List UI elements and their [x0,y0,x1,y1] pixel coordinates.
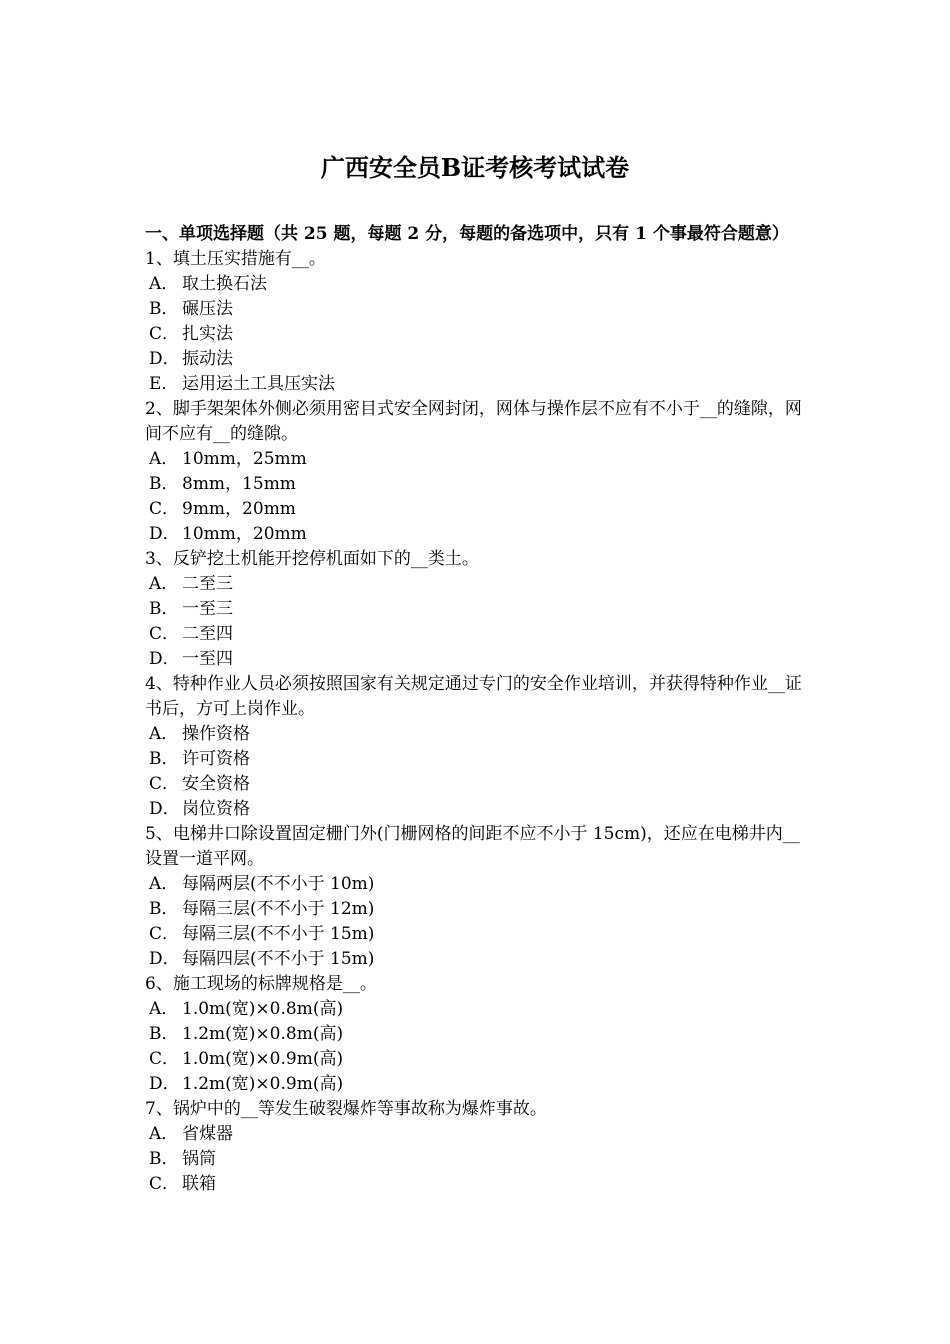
question-6: 6、施工现场的标牌规格是__。 [145,974,377,994]
question-1-option-c [145,322,810,347]
question-7-option-b [145,1147,810,1172]
question-3-option-d [145,647,810,672]
option-text: 8mm，15mm [182,474,296,494]
option-text: 锅筒 [182,1149,216,1169]
question-2-option-a [145,447,810,472]
question-6-option-a [145,997,810,1022]
option-text: 碾压法 [182,299,233,319]
option-text: 联箱 [182,1174,216,1194]
option-letter: D． [149,799,180,819]
option-text: 扎实法 [182,324,233,344]
option-text: 一至四 [182,649,233,669]
option-letter: A． [149,574,179,594]
document-body [145,222,810,1197]
option-letter: B． [149,1024,179,1044]
option-text: 1.2m(宽)×0.9m(高) [182,1074,344,1094]
question-1-option-a [145,272,810,297]
question-7-option-c [145,1172,810,1197]
option-letter: B． [149,474,179,494]
option-text: 每隔三层(不不小于 12m) [182,899,375,919]
question-2-option-b [145,472,810,497]
option-text: 1.0m(宽)×0.9m(高) [182,1049,344,1069]
question-2-option-c [145,497,810,522]
option-letter: D． [149,1074,180,1094]
option-text: 1.0m(宽)×0.8m(高) [182,999,344,1019]
option-letter: A． [149,999,179,1019]
question-7: 7、锅炉中的__等发生破裂爆炸等事故称为爆炸事故。 [145,1099,547,1119]
question-3-option-c [145,622,810,647]
question-6-option-d [145,1072,810,1097]
option-text: 每隔三层(不不小于 15m) [182,924,375,944]
question-5-option-a [145,872,810,897]
option-text: 省煤器 [182,1124,233,1144]
option-letter: C． [149,1174,180,1194]
question-3-option-a [145,572,810,597]
option-text: 10mm，20mm [182,524,307,544]
option-letter: E． [149,374,179,394]
option-text: 安全资格 [182,774,250,794]
option-letter: B． [149,299,179,319]
option-text: 一至三 [182,599,233,619]
question-5-option-d [145,947,810,972]
question-1-option-e [145,372,810,397]
option-text: 取土换石法 [182,274,267,294]
option-letter: B． [149,1149,179,1169]
option-text: 10mm，25mm [182,449,307,469]
question-5-option-c [145,922,810,947]
option-letter: C． [149,499,180,519]
question-1-option-b [145,297,810,322]
option-letter: B． [149,899,179,919]
option-letter: C． [149,1049,180,1069]
option-letter: C． [149,624,180,644]
option-letter: A． [149,449,179,469]
option-text: 9mm，20mm [182,499,296,519]
option-letter: A． [149,724,179,744]
option-text: 1.2m(宽)×0.8m(高) [182,1024,344,1044]
question-7-option-a [145,1122,810,1147]
question-5-option-b [145,897,810,922]
option-text: 每隔两层(不不小于 10m) [182,874,375,894]
question-4-option-d [145,797,810,822]
option-text: 运用运土工具压实法 [182,374,335,394]
question-4: 4、特种作业人员必须按照国家有关规定通过专门的安全作业培训，并获得特种作业__证书后，方可上岗作业。 [145,674,802,719]
option-text: 振动法 [182,349,233,369]
option-letter: B． [149,599,179,619]
question-4-option-c [145,772,810,797]
question-1-option-d [145,347,810,372]
option-letter: D． [149,649,180,669]
document-title: 广西安全员B证考核考试试卷 [320,153,630,182]
section-heading: 一、单项选择题（共 25 题，每题 2 分，每题的备选项中，只有 1 个事最符合题意） [145,224,789,244]
option-letter: B． [149,749,179,769]
question-2-option-d [145,522,810,547]
option-letter: C． [149,774,180,794]
option-letter: D． [149,524,180,544]
question-4-option-b [145,747,810,772]
option-letter: A． [149,274,179,294]
option-letter: A． [149,874,179,894]
option-text: 许可资格 [182,749,250,769]
question-6-option-b [145,1022,810,1047]
question-3: 3、反铲挖土机能开挖停机面如下的__类土。 [145,549,479,569]
option-text: 二至三 [182,574,233,594]
option-letter: A． [149,1124,179,1144]
option-letter: C． [149,324,180,344]
option-text: 每隔四层(不不小于 15m) [182,949,375,969]
option-text: 二至四 [182,624,233,644]
question-2: 2、脚手架架体外侧必须用密目式安全网封闭，网体与操作层不应有不小于__的缝隙，网间不应有__的缝隙。 [145,399,802,444]
question-4-option-a [145,722,810,747]
option-text: 岗位资格 [182,799,250,819]
option-text: 操作资格 [182,724,250,744]
question-6-option-c [145,1047,810,1072]
question-3-option-b [145,597,810,622]
option-letter: D． [149,349,180,369]
option-letter: D． [149,949,180,969]
option-letter: C． [149,924,180,944]
question-5: 5、电梯井口除设置固定栅门外(门栅网格的间距不应不小于 15cm)，还应在电梯井内__设置一道平网。 [145,824,800,869]
question-1: 1、填土压实措施有__。 [145,249,326,269]
